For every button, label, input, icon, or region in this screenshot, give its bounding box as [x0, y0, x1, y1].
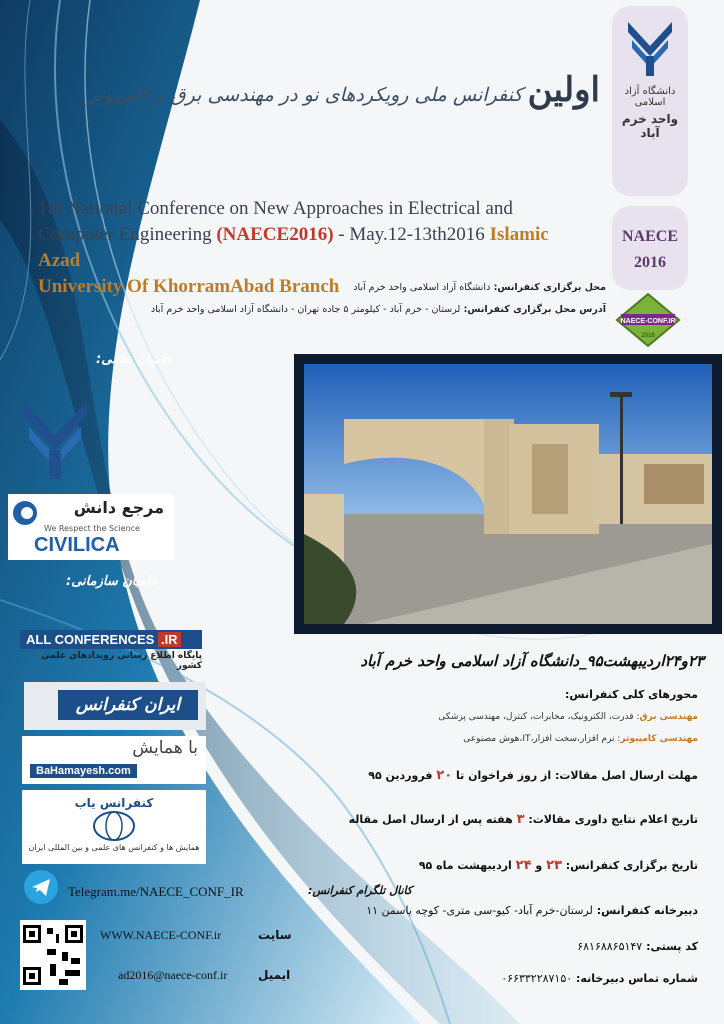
- email-link[interactable]: ad2016@naece-conf.ir: [118, 968, 228, 982]
- campus-photo-frame: [294, 354, 722, 634]
- address-label: آدرس محل برگزاری کنفرانس:: [463, 304, 606, 315]
- iran-conf-name: ایران کنفرانس: [58, 690, 198, 720]
- venue-label: محل برگزاری کنفرانس:: [493, 282, 606, 293]
- website-link[interactable]: WWW.NAECE-CONF.ir: [100, 928, 222, 942]
- event-and: و: [535, 859, 543, 872]
- deadline-pre: از روز فراخوان تا: [455, 769, 552, 782]
- en-title-line3: University Of KhorramAbad Branch: [38, 276, 340, 297]
- en-title-line2: [38, 222, 586, 274]
- axes-title: محورهای کلی کنفرانس:: [565, 688, 698, 701]
- venue-value: دانشگاه آزاد اسلامی واحد خرم آباد: [353, 282, 491, 293]
- naece-year: 2016: [634, 254, 666, 271]
- venue-line: [353, 282, 606, 293]
- en-title-line1: 1th National Conference on New Approaches in Electrical and: [38, 198, 513, 219]
- persian-title: [80, 70, 600, 110]
- uni-name-line1: دانشگاه آزاد اسلامی: [624, 86, 676, 108]
- bahamayesh-fa: با همایش: [132, 738, 198, 758]
- event-post: اردیبهشت ماه ۹۵: [418, 859, 512, 872]
- review-line: [318, 812, 698, 827]
- scientific-sponsors-title: حامیان علمی:: [96, 352, 173, 367]
- civilica-tagline: We Respect the Science: [44, 524, 140, 533]
- axis1-key: مهندسی برق: [639, 712, 698, 722]
- telegram-link[interactable]: Telegram.me/NAECE_CONF_IR: [68, 884, 244, 899]
- allconf-name: ALL CONFERENCES: [26, 632, 155, 647]
- naece-box: [612, 206, 688, 290]
- dates-headline: ۲۳و۲۴اردیبهشت۹۵_دانشگاه آزاد اسلامی واحد خرم آباد: [360, 652, 704, 670]
- postal-label: کد پستی:: [646, 940, 698, 953]
- review-num: ۳: [516, 812, 525, 827]
- en-org: Islamic Azad: [38, 224, 549, 271]
- deadline-num: ۲۰: [436, 768, 453, 783]
- deadline-label: مهلت ارسال اصل مقالات:: [554, 769, 698, 782]
- email-label: ایمیل: [258, 968, 291, 982]
- phone-label: شماره تماس دبیرخانه:: [576, 972, 698, 985]
- badge-year: 2016: [641, 333, 655, 339]
- event-num1: ۲۳: [546, 858, 562, 873]
- org-sponsors-title: حامیان سازمانی:: [66, 574, 159, 589]
- allconf-sub: پایگاه اطلاع رسانی رویدادهای علمی کشور: [41, 651, 202, 671]
- postal-line: [318, 940, 698, 953]
- axis2-val: : نرم افزار،سخت افزار،IT،هوش مصنوعی: [463, 734, 621, 744]
- allconferences-logo[interactable]: [20, 630, 202, 676]
- globe-icon: [92, 810, 136, 842]
- university-logo-icon: [622, 16, 678, 78]
- uni-name-line2: واحد خرم آباد: [621, 112, 679, 140]
- axis1-val: : قدرت، الکترونیک، مخابرات، کنترل، مهندسی پزشکی: [438, 712, 640, 722]
- bahamayesh-logo[interactable]: [22, 736, 206, 784]
- naece-label: NAECE: [621, 228, 678, 245]
- secretariat-label: دبیرخانه کنفرانس:: [596, 904, 698, 917]
- address-value: لرستان - خرم آباد - کیلومتر ۵ جاده تهران - دانشگاه آزاد اسلامی واحد خرم آباد: [150, 304, 461, 315]
- allconf-bar: [20, 630, 202, 649]
- title-main: اولین: [527, 70, 600, 110]
- qr-code-icon: [20, 920, 86, 990]
- sponsor-university-logo-icon: [10, 392, 100, 482]
- university-logo-box: [612, 6, 688, 196]
- telegram-icon[interactable]: [24, 870, 58, 904]
- deadline-post: فروردین ۹۵: [368, 769, 433, 782]
- event-label: تاریخ برگزاری کنفرانس:: [565, 859, 698, 872]
- naece-badge-icon: [615, 292, 681, 348]
- phone-val: ۰۶۶۳۳۲۲۸۷۱۵۰: [501, 972, 573, 985]
- en-line2-prefix: Computer Engineering: [38, 224, 217, 245]
- allconf-tld: .IR: [158, 632, 181, 647]
- bahamayesh-en: BaHamayesh.com: [30, 764, 137, 778]
- review-post: هفته پس از ارسال اصل مقاله: [348, 813, 513, 826]
- title-rest: کنفرانس ملی رویکردهای نو در مهندسی برق و کامپیوتر: [87, 84, 523, 106]
- konfyab-logo[interactable]: [22, 790, 206, 864]
- postal-val: ۶۸۱۶۸۸۶۵۱۴۷: [577, 940, 643, 953]
- telegram-row: [18, 870, 418, 904]
- civilica-fa: مرجع دانش: [73, 498, 164, 517]
- deadline-line: [318, 768, 698, 783]
- website-label: سایت: [258, 928, 292, 942]
- en-dates: - May.12-13th2016: [333, 224, 490, 245]
- konf-sub: همایش ها و کنفرانس های علمی و بین المللی ایران: [28, 843, 200, 852]
- secretariat-line: [318, 904, 698, 917]
- civilica-name: CIVILICA: [34, 534, 120, 556]
- en-acronym: (NAECE2016): [216, 224, 334, 245]
- telegram-label: کانال تلگرام کنفرانس:: [308, 884, 413, 897]
- address-line: [151, 304, 606, 315]
- civilica-logo[interactable]: [8, 494, 174, 560]
- axis2-key: مهندسی کامپیوتر: [620, 734, 698, 744]
- axis-computer: [318, 734, 698, 744]
- secretariat-val: لرستان-خرم آباد- کیو-سی متری- کوچه یاسمن ۱۱: [366, 904, 593, 917]
- iran-conference-logo[interactable]: [24, 682, 206, 730]
- axis-electrical: [318, 712, 698, 722]
- civilica-c-icon: [12, 500, 38, 526]
- event-num2: ۲۴: [515, 858, 532, 873]
- event-date-line: [318, 858, 698, 873]
- review-label: تاریخ اعلام نتایج داوری مقالات:: [528, 813, 698, 826]
- phone-line: [318, 972, 698, 985]
- campus-gate-photo: [304, 364, 712, 624]
- badge-text: NAECE-CONF.IR: [620, 318, 676, 325]
- konf-title: کنفرانس یاب: [74, 796, 154, 810]
